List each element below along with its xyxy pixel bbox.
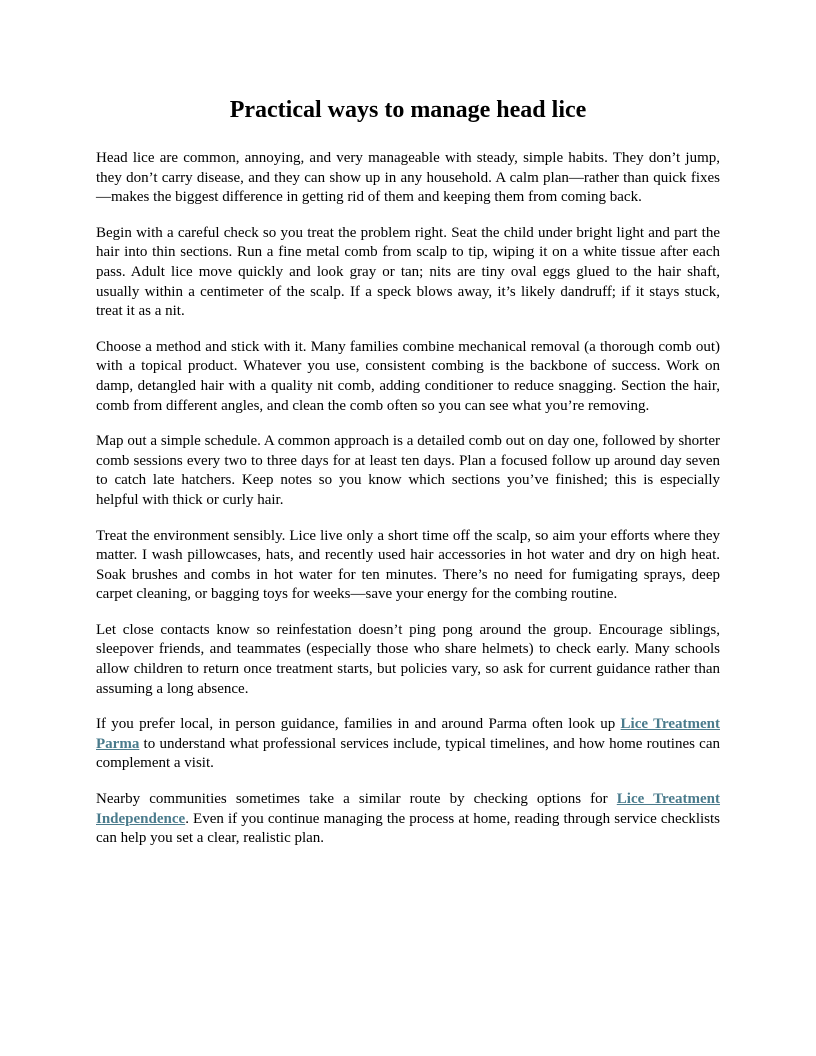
document-title: Practical ways to manage head lice [229, 97, 587, 123]
paragraph-check: Begin with a careful check so you treat the problem right. Seat the child under bright light and part the hair into thin sections. Run a fine metal comb from scalp to tip, wiping it on a white tissue after each pass. Adult lice move quickly and look gray or tan; nits are tiny oval eggs glued to the hair shaft, usually within a centimeter of the scalp. If a speck blows away, it’s likely dandruff; if it stays stuck, treat it as a nit. [96, 224, 720, 320]
paragraph-independence-before: Nearby communities sometimes take a similar route by checking options for [96, 791, 617, 808]
paragraph-schedule: Map out a simple schedule. A common approach is a detailed comb out on day one, followed by shorter comb sessions every two to three days for at least ten days. Plan a focused follow up around day seven to catch late hatchers. Keep notes so you know which sections you’ve finished; this is especially helpful with thick or curly hair. [96, 433, 720, 508]
paragraph-parma [96, 715, 720, 774]
paragraph-parma-after: to understand what professional services include, typical timelines, and how home routines can complement a visit. [96, 735, 720, 772]
paragraph-intro: Head lice are common, annoying, and very manageable with steady, simple habits. They don’t jump, they don’t carry disease, and they can show up in any household. A calm plan—rather than quick fixes—makes the biggest difference in getting rid of them and keeping them from coming back. [96, 150, 720, 206]
paragraph-independence-after: . Even if you continue managing the process at home, reading through service checklists can help you set a clear, realistic plan. [96, 810, 720, 847]
paragraph-environment: Treat the environment sensibly. Lice live only a short time off the scalp, so aim your efforts where they matter. I wash pillowcases, hats, and recently used hair accessories in hot water and dry on high heat. Soak brushes and combs in hot water for ten minutes. There’s no need for fumigating sprays, deep carpet cleaning, or bagging toys for weeks—save your energy for the combing routine. [96, 527, 720, 603]
paragraph-method: Choose a method and stick with it. Many families combine mechanical removal (a thorough comb out) with a topical product. Whatever you use, consistent combing is the backbone of success. Work on damp, detangled hair with a quality nit comb, adding conditioner to reduce snagging. Section the hair, comb from different angles, and clean the comb often so you can see what you’re removing. [96, 338, 720, 414]
paragraph-contacts: Let close contacts know so reinfestation doesn’t ping pong around the group. Encourage siblings, sleepover friends, and teammates (especially those who share helmets) to check early. Many schools allow children to return once treatment starts, but policies vary, so ask for current guidance rather than assuming a long absence. [96, 621, 720, 697]
lice-treatment-independence-link[interactable]: Lice Treatment Independence [96, 791, 720, 827]
lice-treatment-parma-link[interactable]: Lice Treatment Parma [96, 716, 720, 752]
document-page [96, 96, 720, 865]
paragraph-independence [96, 790, 720, 849]
paragraph-parma-before: If you prefer local, in person guidance, families in and around Parma often look up [96, 716, 621, 733]
